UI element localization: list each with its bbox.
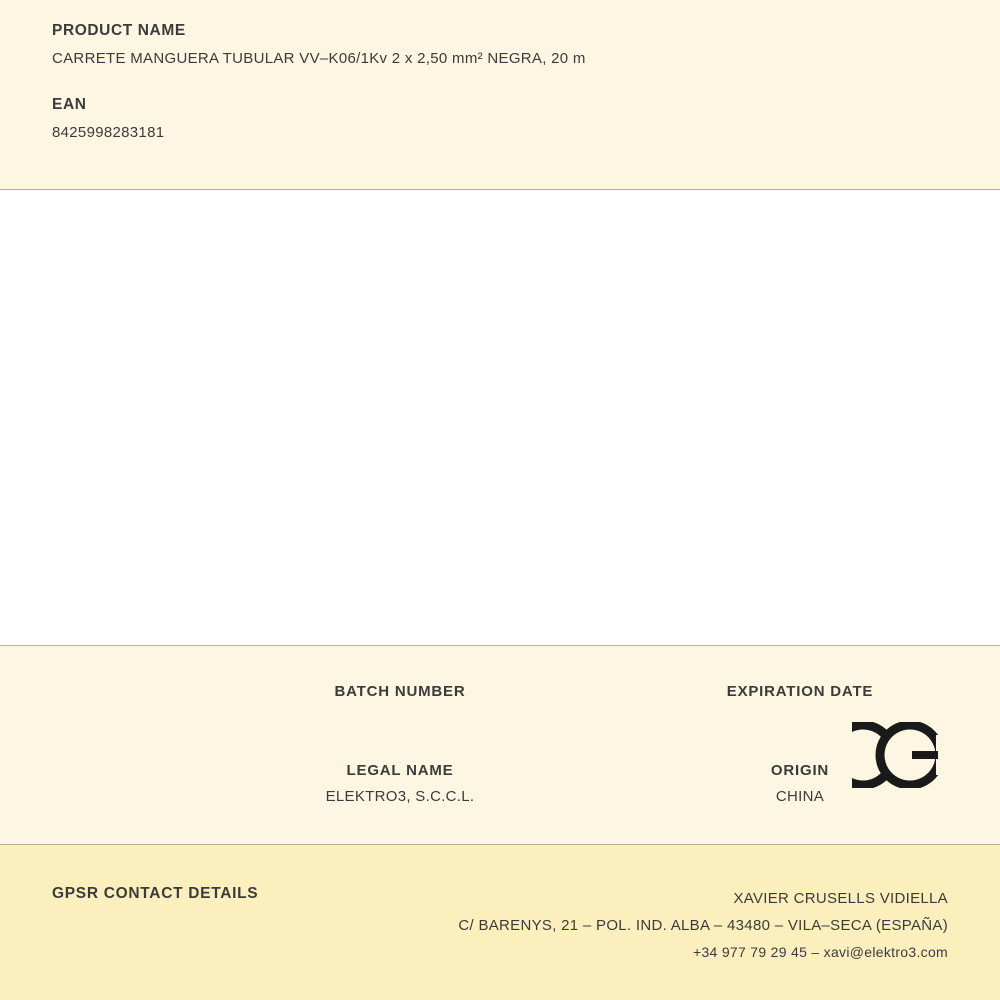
legal-name-value: ELEKTRO3, S.C.C.L. [325, 788, 475, 805]
batch-number-field [200, 683, 600, 727]
product-info-block [0, 646, 1000, 844]
product-name-value: CARRETE MANGUERA TUBULAR VV–K06/1Kv 2 x 2,50 mm² NEGRA, 20 m [52, 50, 586, 67]
gpsr-footer [0, 845, 1000, 1000]
origin-label: ORIGIN [770, 762, 830, 779]
ean-field [52, 96, 948, 141]
origin-value: CHINA [775, 788, 825, 805]
expiration-date-label: EXPIRATION DATE [726, 683, 874, 700]
expiration-date-field [600, 683, 1000, 727]
product-image-area [0, 190, 1000, 645]
info-spacer-left-2 [0, 762, 200, 806]
ean-value: 8425998283181 [52, 124, 165, 141]
contact-name: XAVIER CRUSELLS VIDIELLA [733, 890, 948, 907]
legal-name-label: LEGAL NAME [346, 762, 454, 779]
product-name-label: PRODUCT NAME [52, 22, 186, 39]
gpsr-contact-details [458, 885, 948, 966]
info-row-batch-expiration [0, 646, 1000, 727]
product-header-block [0, 0, 1000, 189]
info-spacer-left [0, 683, 200, 727]
ce-marking-icon [852, 722, 948, 788]
contact-phone-email: +34 977 79 29 45 – xavi@elektro3.com [693, 944, 948, 960]
gpsr-contact-label: GPSR CONTACT DETAILS [52, 885, 259, 902]
batch-number-value [200, 709, 600, 727]
product-name-field [52, 22, 948, 67]
contact-address: C/ BARENYS, 21 – POL. IND. ALBA – 43480 – VILA–SECA (ESPAÑA) [458, 917, 948, 934]
batch-number-label: BATCH NUMBER [334, 683, 466, 700]
ean-label: EAN [52, 96, 87, 113]
legal-name-field [200, 762, 600, 806]
info-row-legal-origin [0, 727, 1000, 806]
